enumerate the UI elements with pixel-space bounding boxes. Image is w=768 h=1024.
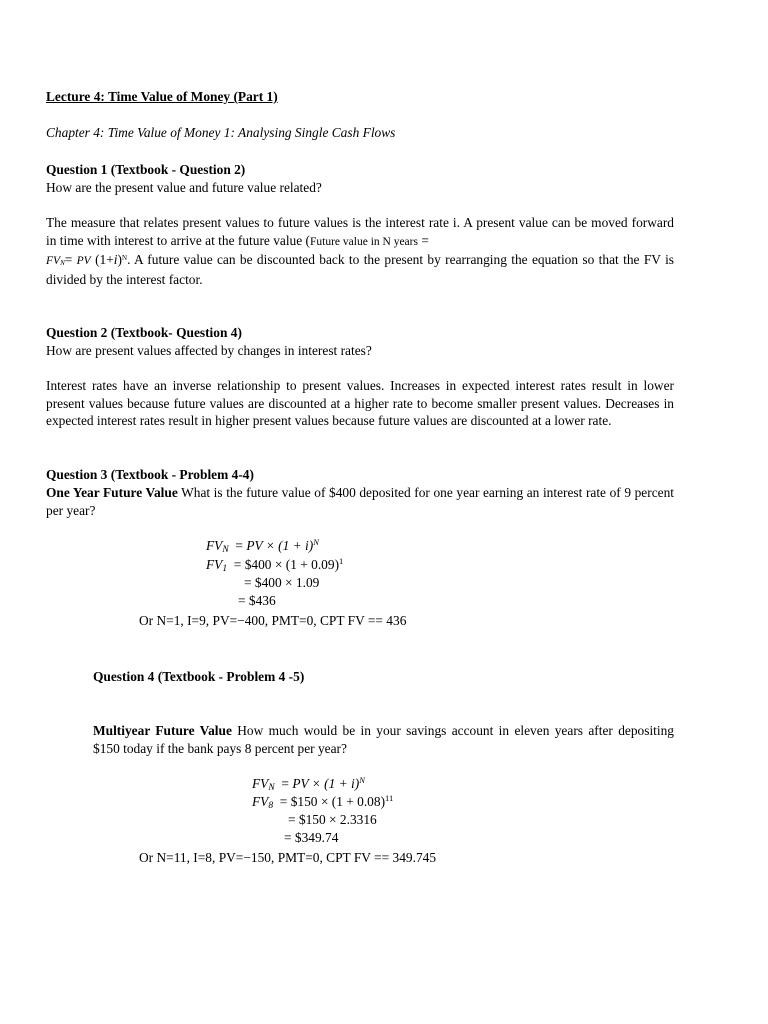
q3-f2-fv: FV xyxy=(206,557,223,572)
q1-answer-eq: = xyxy=(417,232,429,248)
q3-formula-line1 xyxy=(206,537,319,555)
q3-formula-line2 xyxy=(206,556,343,574)
q4-f2-fv: FV xyxy=(252,794,269,809)
q4-question: How much would be in your savings account in eleven years after depositing $150 today if the bank pays 8 percent per year? xyxy=(93,723,674,756)
q1-formula-close: ) xyxy=(117,252,122,268)
q1-formula-sup: N xyxy=(122,254,128,263)
q4-f1-eq: = xyxy=(274,776,293,791)
q1-formula-mid: = xyxy=(64,252,77,268)
q1-question: How are the present value and future value related? xyxy=(46,180,322,195)
q2-answer: Interest rates have an inverse relationship to present values. Increases in expected interest rates result in lower present values because future values are discounted at a higher rate to become smaller present values. Decreases in expected interest rates result in higher present values because future values are discounted at a lower rate. xyxy=(46,378,674,429)
page-title: Lecture 4: Time Value of Money (Part 1) xyxy=(46,89,278,104)
q3-f1-rhs: PV × (1 + i) xyxy=(246,538,314,553)
q4-formula-line3: = $150 × 2.3316 xyxy=(288,812,377,827)
q4-question-block xyxy=(93,722,674,757)
q3-f2-sub: 1 xyxy=(222,564,228,574)
q1-answer-part1: The measure that relates present values to future values is the interest rate i. A present value can be moved forward in time with interest to arrive at the future value ( xyxy=(46,215,674,248)
q3-formula-line4: = $436 xyxy=(238,593,276,608)
q2-question: How are present values affected by changes in interest rates? xyxy=(46,343,372,358)
q1-answer-fv-label: Future value in N years xyxy=(310,235,418,248)
q4-formula-line2 xyxy=(252,793,393,811)
q4-f2-rhs: = $150 × (1 + 0.08) xyxy=(273,794,386,809)
q1-formula-fv: FV xyxy=(46,255,61,268)
q3-f2-sup: 1 xyxy=(339,556,344,566)
q1-formula-pv: PV xyxy=(76,255,91,268)
q3-f1-sup: N xyxy=(313,537,319,547)
q3-f1-sub: N xyxy=(222,545,229,555)
q1-formula-sub: N xyxy=(60,259,65,268)
q4-formula-line4: = $349.74 xyxy=(284,830,339,845)
q3-subheading: One Year Future Value xyxy=(46,485,178,500)
q3-f2-rhs: = $400 × (1 + 0.09) xyxy=(227,557,340,572)
q4-f1-sub: N xyxy=(268,783,275,793)
q3-f1-fv: FV xyxy=(206,538,223,553)
q1-formula-i: i xyxy=(113,252,118,268)
q2-heading: Question 2 (Textbook- Question 4) xyxy=(46,325,242,340)
q3-formula-line3: = $400 × 1.09 xyxy=(244,575,320,590)
q4-subheading: Multiyear Future Value xyxy=(93,723,232,738)
chapter-subtitle: Chapter 4: Time Value of Money 1: Analysing Single Cash Flows xyxy=(46,125,396,140)
q3-question-block xyxy=(46,484,674,519)
q1-heading: Question 1 (Textbook - Question 2) xyxy=(46,162,246,177)
q1-formula-paren: (1+ xyxy=(95,252,114,268)
q4-f1-fv: FV xyxy=(252,776,269,791)
q4-f1-rhs: PV × (1 + i) xyxy=(292,776,360,791)
q3-f1-eq: = xyxy=(228,538,247,553)
q1-answer-part2: . A future value can be discounted back to the present by rearranging the equation so that the FV is divided by the interest factor. xyxy=(46,252,674,287)
q4-heading: Question 4 (Textbook - Problem 4 -5) xyxy=(93,669,305,684)
q3-calculator-line: Or N=1, I=9, PV=−400, PMT=0, CPT FV == 436 xyxy=(139,613,407,628)
q1-answer xyxy=(46,214,674,288)
q4-calculator-line: Or N=11, I=8, PV=−150, PMT=0, CPT FV == 349.745 xyxy=(139,850,437,865)
q4-f2-sub: 8 xyxy=(268,801,274,811)
q4-formula-line1 xyxy=(252,775,365,793)
q3-question: What is the future value of $400 deposited for one year earning an interest rate of 9 percent per year? xyxy=(46,485,674,518)
q3-heading: Question 3 (Textbook - Problem 4-4) xyxy=(46,467,254,482)
q4-f1-sup: N xyxy=(359,775,365,785)
q4-f2-sup: 11 xyxy=(385,793,394,803)
